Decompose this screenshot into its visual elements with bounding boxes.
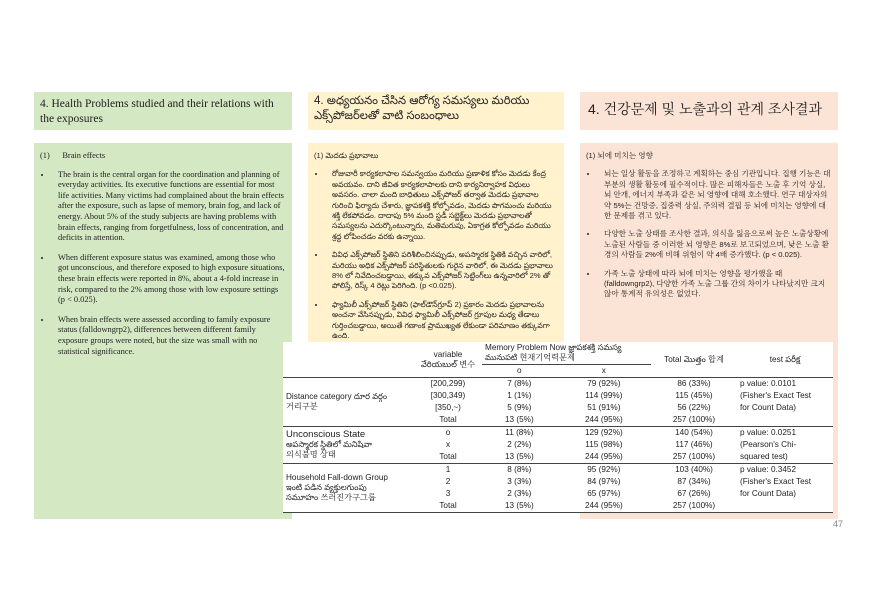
test-result: (Fisher's Exact Test	[740, 391, 812, 400]
table-cell: 257 (100%)	[672, 415, 716, 424]
table-cell: 244 (95%)	[584, 415, 623, 424]
table-cell: 86 (33%)	[677, 379, 711, 388]
table-cell: 65 (97%)	[587, 489, 621, 498]
group-unconscious-label: Unconscious State అపస్మారక స్థితిలో మనిషివా 의식불명 상태	[283, 427, 414, 464]
group-distance-label: Distance category దూర వర్గం 거리구분	[283, 378, 414, 427]
table-cell: 84 (97%)	[587, 477, 621, 486]
table-cell: 5 (9%)	[507, 403, 532, 412]
korean-subheading: (1) 뇌에 미치는 영향	[586, 151, 653, 160]
korean-panel	[580, 143, 838, 343]
table-cell: 13 (5%)	[505, 501, 534, 510]
test-result: for Count Data)	[740, 489, 796, 498]
table-cell: 103 (40%)	[675, 465, 713, 474]
table-cell: 1	[445, 465, 451, 474]
col-memory-problem: Memory Problem Now జ్ఞాపకశక్తి సమస్య మునుపటి 현재기억력문제	[482, 342, 651, 365]
korean-bullet-2: • 다양한 노출 상태를 조사한 결과, 의식을 잃음으로써 높은 노출상황에 노출된 사람들 중 이러한 뇌 영향은 8%로 보고되었으며, 낮은 노출 환경의 사람들 2%에 비해 위험이 약 4배 증가했다. (p < 0.025).	[598, 229, 832, 260]
test-result: p value: 0.0251	[740, 428, 796, 437]
english-panel	[34, 143, 292, 519]
table-cell: 1 (1%)	[507, 391, 532, 400]
table-cell: Total	[439, 415, 457, 424]
header-telugu: 4. అధ్యయనం చేసిన ఆరోగ్య సమస్యలు మరియు ఎక్స్‌పోజర్‌లతో వాటి సంబంధాలు	[308, 92, 564, 130]
col-o: o	[517, 366, 522, 375]
telugu-panel	[308, 143, 564, 343]
table-cell: 129 (92%)	[584, 428, 623, 437]
test-result: p value: 0.3452	[740, 465, 796, 474]
page-number: 47	[833, 519, 844, 529]
memory-problem-table	[283, 342, 833, 513]
english-bullet-1: • The brain is the central organ for the coordination and planning of everyday activities. Its executive functions are essential for most life activities. Many victims had complained about the brain effects after the exposure, such as lapse of memory, brain fog, and lack of energy. About 5% of the study subjects are having problems with brain effects, ranging from forgetfulness, loss of concentration, and deficits in attention.	[52, 170, 286, 244]
table-cell: 2 (3%)	[507, 489, 532, 498]
table-cell: 2	[445, 477, 451, 486]
test-result: (Pearson's Chi-	[740, 440, 797, 449]
col-variable: variable వేరియబుల్ 변수	[420, 349, 476, 369]
table-cell: [350,~)	[435, 403, 461, 412]
table-cell: 67 (26%)	[677, 489, 711, 498]
table-cell: Total	[439, 452, 457, 461]
table-cell: 13 (5%)	[505, 452, 534, 461]
table-cell: 13 (5%)	[505, 415, 534, 424]
header-korean: 4. 건강문제 및 노출과의 관계 조사결과	[580, 92, 838, 130]
telugu-bullet-3: • ఫ్యామిలీ ఎక్స్‌పోజర్ స్థితిని (ఫాల్‌డౌన్‌గ్రూప్ 2) ప్రకారం మెదడు ప్రభావాలను అంచనా వేసినప్పుడు, వివిధ ఫ్యామిలీ ఎక్స్‌పోజర్ గ్రూపుల మధ్య తేడాలు గుర్తించబడ్డాయి, అయితే గణాంక ప్రాముఖ్యత లేకుండా పరిమాణం తక్కువగా ఉంది.	[326, 300, 558, 342]
table-cell: o	[445, 428, 451, 437]
korean-bullet-1: • 뇌는 일상 활동을 조정하고 계획하는 중심 기관입니다. 집행 기능은 대부분의 생활 활동에 필수적이다. 많은 피해자들은 노출 후 기억 상실, 뇌 안개, 에너지 부족과 같은 뇌 영향에 대해 호소했다. 연구 대상자의 약 5%는 건망증, 집중력 상실, 주의력 결핍 등 뇌에 미치는 영향에 대한 문제를 겪고 있다.	[598, 169, 832, 221]
table-cell: 11 (8%)	[505, 428, 534, 437]
table-cell: 51 (91%)	[587, 403, 621, 412]
telugu-bullet-2: • వివిధ ఎక్స్‌పోజర్ స్థితిని పరిశీలించినప్పుడు, అపస్మారక స్థితికి వచ్చిన వారిలో, మరియు అధిక ఎక్స్‌పోజర్ పరిస్థితులకు గురైన వారిలో, ఈ మెదడు ప్రభావాలు 8% లో నివేదించబడ్డాయి, తక్కువ ఎక్స్‌పోజర్ సెట్టింగ్‌లు ఉన్నవారిలో 2% తో పోలిస్తే, రిస్క్ 4 రెట్లు పెరిగింది. (p <0.025).	[326, 250, 558, 292]
table-cell: 140 (54%)	[675, 428, 713, 437]
english-bullet-3: • When brain effects were assessed according to family exposure status (falldowngrp2), differences between different family exposure groups were noted, but the size was small with no statistical significance.	[52, 315, 286, 357]
table-cell: 95 (92%)	[587, 465, 621, 474]
table-cell: 244 (95%)	[584, 501, 623, 510]
col-test: test పరీక్ష	[769, 354, 801, 364]
header-english: 4. Health Problems studied and their relations with the exposures	[34, 92, 292, 130]
table-cell: 117 (46%)	[675, 440, 713, 449]
test-result: p value: 0.0101	[740, 379, 796, 388]
korean-bullet-3: • 가족 노출 상태에 따라 뇌에 미치는 영향을 평가했을 때(falldowngrp2), 다양한 가족 노출 그룹 간의 차이가 나타났지만 크지 않아 통계적 유의성은 없었다.	[598, 269, 832, 300]
table-cell: 257 (100%)	[672, 452, 716, 461]
test-result: squared test)	[740, 452, 788, 461]
table-cell: 79 (92%)	[587, 379, 621, 388]
table-cell: 114 (99%)	[585, 391, 623, 400]
table-cell: 8 (8%)	[507, 465, 532, 474]
telugu-bullet-1: • రోజువారీ కార్యకలాపాల సమన్వయం మరియు ప్రణాళిక కోసం మెదడు కేంద్ర అవయవం. దాని జీవిత కార్యకలాపాలకు దాని కార్యనిర్వాహక విధులు అవసరం. చాలా మంది బాధితులు ఎక్స్‌పోజర్ తర్వాత మెదడు ప్రభావాల గురించి ఫిర్యాదు చేశారు, జ్ఞాపకశక్తి కోల్పోవడం, మెదడు పొగమంచు మరియు శక్తి లేకపోవడం. దాదాపు 5% మంది స్టడీ సబ్జెక్ట్‌లు మెదడు ప్రభావాలతో సమస్యలను ఎదుర్కొంటున్నారు, మతిమరుపు, ఏకాగ్రత కోల్పోవడం మరియు శ్రద్ధ లోపించడం వరకు ఉన్నాయి.	[326, 169, 558, 242]
table-cell: 115 (98%)	[585, 440, 623, 449]
table-cell: 56 (22%)	[677, 403, 711, 412]
english-bullet-2: • When different exposure status was examined, among those who got unconscious, and therefore exposed to high exposure situations, these brain effects were reported in 8%, about a 4-fold increase in risk, compared to the 2% among those with low exposure settings (p < 0.025).	[52, 253, 286, 306]
english-subheading: (1) Brain effects	[40, 151, 106, 160]
table-cell: Total	[439, 501, 457, 510]
table-cell: 87 (34%)	[677, 477, 711, 486]
table-cell: 257 (100%)	[672, 501, 716, 510]
table-cell: [300,349)	[430, 391, 466, 400]
col-x: x	[601, 366, 606, 375]
table-cell: 3	[445, 489, 451, 498]
table-cell: [200,299)	[430, 379, 466, 388]
table-cell: 7 (8%)	[507, 379, 532, 388]
table-cell: x	[445, 440, 451, 449]
telugu-subheading: (1) మెదడు ప్రభావాలు	[314, 151, 379, 160]
test-result: for Count Data)	[740, 403, 796, 412]
table-cell: 244 (95%)	[584, 452, 623, 461]
table-cell: 115 (45%)	[675, 391, 713, 400]
group-household-label: Household Fall-down Group ఇంటి పడిన వ్యక్తులగుంపు సమూహం 쓰러진가구그룹	[283, 464, 414, 513]
test-result: (Fisher's Exact Test	[740, 477, 812, 486]
table-cell: 2 (2%)	[507, 440, 532, 449]
table-cell: 3 (3%)	[507, 477, 532, 486]
col-total: Total మొత్తం 합계	[664, 354, 724, 364]
